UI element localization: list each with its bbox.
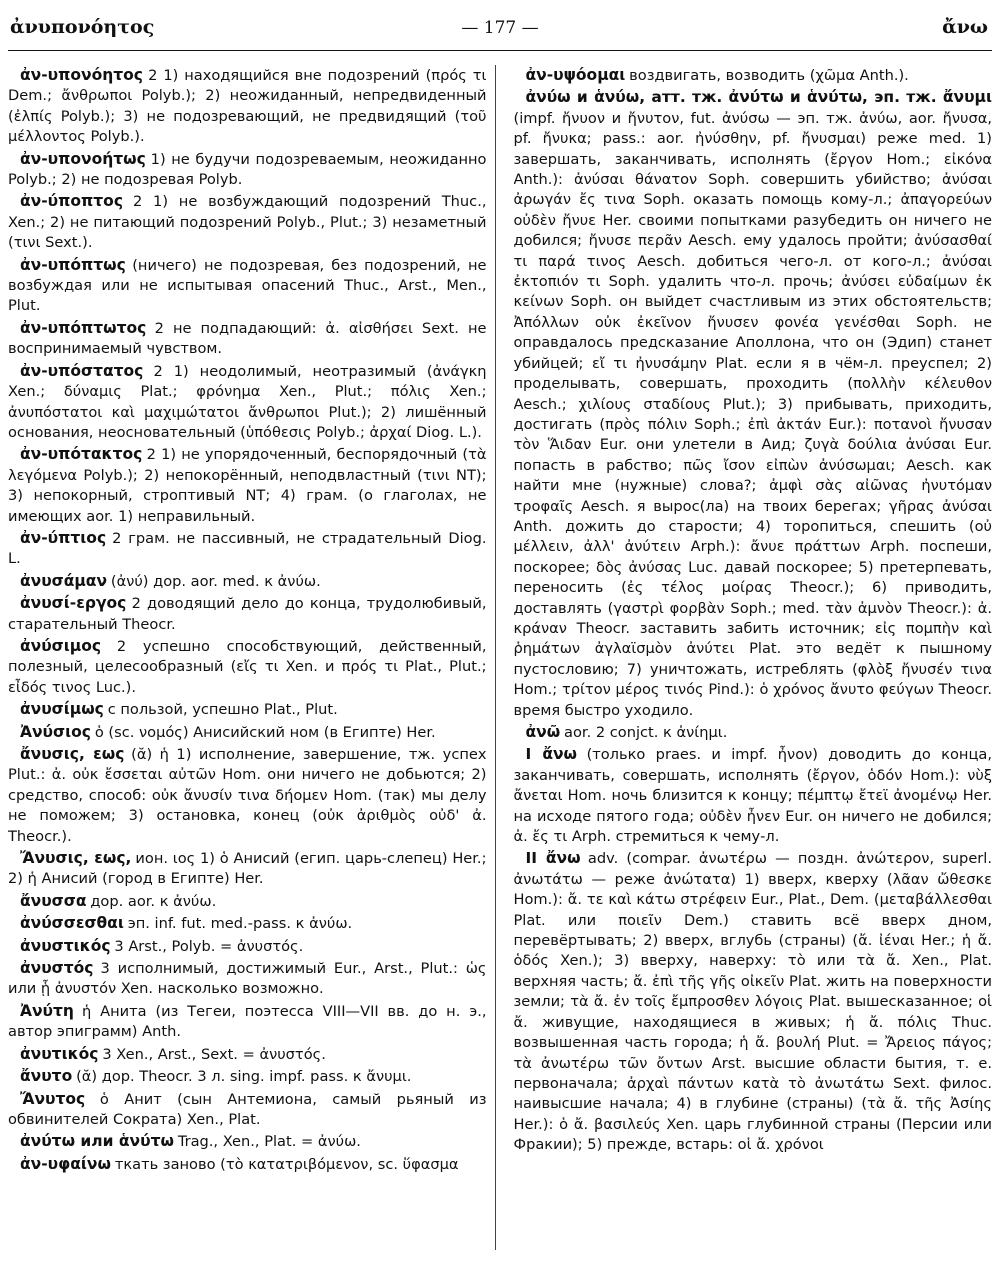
entry-definition: эп. inf. fut. med.-pass. к ἀνύω. [127,915,353,933]
dictionary-entry [514,848,993,1155]
entry-headword: ἀνυστικός [20,936,111,955]
dictionary-entry [8,744,487,847]
entry-definition: ткать заново (τὸ κατατριβόμενον, sc. ὕφασμα [114,1155,459,1173]
entry-headword: ἀν-υπόστατος [20,361,144,380]
dictionary-entry [8,848,487,890]
entry-headword: ἀν-ύπτιος [20,528,107,547]
entry-definition: (ᾰ) дор. Theocr. 3 л. sing. impf. pass. к ἄνυμι. [76,1068,412,1086]
dictionary-entry [8,65,487,148]
entry-headword: ἀν-υπονοήτως [20,149,146,168]
entry-headword: ἄνυσσα [20,891,87,910]
entry-headword: ἀνύσιμος [20,636,102,655]
dictionary-entry [514,65,993,86]
entry-headword: ἀνυσί-εργος [20,594,127,613]
entry-headword: ἀν-υπονόητος [20,66,143,84]
entry-definition: (ᾰ) ἡ 1) исполнение, завершение, тж. успех Plut.: ἀ. οὐκ ἔσσεται αὐτῶν Hom. они ничего не добьются; 2) средство, способ: οὐκ ἄνυσίν τινα δήομεν Hom. (так) мы делу не поможем; 3) остановка, конец (οὐκ ἀριθμὸς οὐδ' ἀ. Theocr.). [8,746,487,845]
running-head [8,10,992,51]
dictionary-entry [8,191,487,253]
entry-headword: ἀνύω и ἁνύω, атт. тж. ἀνύτω и ἁνύτω, эп. тж. ἄνυμι [525,88,992,107]
dictionary-entry [8,361,487,444]
entry-definition: (impf. ἤνυον и ἤνυτον, fut. ἀνύσω — эп. тж. ἀνύω, aor. ἤνυσα, pf. ἤνυκα; pass.: aor. ἠνύσθην, pf. ἤνυσμαι) реже med. 1) завершать, заканчивать, исполнять (ἔργον Hom.; εἰκόνα Anth.): ἀνύσαι θάνατον Soph. совершить убийство; ἀνύσαι ἀρωγάν ἔς τινα Soph. оказать помощь кому-л.; ἀπαγορεύων οὐδὲν ἤνυε Her. своими попытками разубедить он ничего не добился; ἤνυσε περᾶν Aesch. ему удалось пройти; ἀνύσασθαί τι παρά τινος Aesch. добиться чего-л. от кого-л.; ἀνύσαι ἐκτοπιόν τι Soph. удалить что-л. прочь; ἀνύσει εὐδαίμων ἐκ κείνων Soph. он выйдет счастливым из этих обстоятельств; Ἀπόλλων οὐκ ἐκεῖνον ἤνυσεν φονέα γενέσθαι Soph. не оправдалось предсказание Аполлона, что он (Эдип) станет убийцей; εἴ τι ἠνυσάμην Plat. если я в чём-л. преуспел; 2) проделывать, совершать, проходить (πολλὴν κέλευθον Aesch.; χιλίους σταδίους Plut.); 3) прибывать, приходить, достигать (πρὸς πόλιν Soph.; ἐπὶ ἀκτάν Eur.): ποτανοὶ ἤνυσαν τὸν Ἅιδαν Eur. они улетели в Аид; ζυγὰ δούλια ἀνύσαι Eur. попасть в рабство; πῶς ἴσον εἰπὼν ἀνύσωμαι; Aesch. как найти мне (нужные) слова?; ἀμφὶ σὰς αἰῶνας ἠνυτόμαν τροφαῖς Aesch. я вырос(ла) на твоих берегах; γῆρας ἀνύσαι Anth. дожить до старости; 4) торопиться, спешить (οὐ μέλλειν, ἀλλ' ἀνύτειν Arph.): ἄνυε πράττων Arph. поспеши, поскорее; δὸς ἀνύσας Luc. давай поскорее; 5) претерпевать, переносить (ἐς τέλος μοίρας Theocr.); 6) приводить, доставлять (γαστρὶ φορβὰν Soph.; med. τὰν ἀμνὸν Theocr.): ἀ. κράναν Theocr. заставить забить источник; εἰς πομπὴν καὶ ῥημάτων ἀγλαϊσμὸν ἀνύτει Plat. это ведёт к пышному пустословию; 7) уничтожать, истреблять (φλὸξ ἤνυσέν τινα Hom.; τρίτον μέρος τινός Pind.): ὁ χρόνος ἄνυτο φεύγων Theocr. время быстро уходило. [513,109,992,719]
entry-headword: ἀν-υπότακτος [20,445,143,464]
entry-definition: 2 1) не упорядоченный, беспорядочный (τὰ λεγόμενα Polyb.); 2) непокорённый, неподвластный (τινι NT); 3) непокорный, строптивый NT; 4) грам. (о глаголах, не имеющих aor. 1) неправильный. [8,446,487,525]
dictionary-entry [8,318,487,360]
running-head-last-word: ἄνω [942,16,988,38]
entry-headword: ἀνύτω или ἁνύτω [20,1132,174,1151]
entry-definition: (ничего) не подозревая, без подозрений, не возбуждая или не испытывая опасений Thuc., Arst., Men., Plut. [8,256,487,315]
text-columns [8,65,992,1250]
entry-definition: (только praes. и impf. ἦνον) доводить до конца, заканчивать, совершать, исполнять (ἔργον, ὁδόν Hom.): νὺξ ἄνεται Hom. ночь близится к концу; πέμπτῳ ἔτεϊ ἀνομένῳ Her. на исходе пятого года; οὐδὲν ἦνεν Eur. он ничего не добился; ἀ. ἔς τι Arph. стремиться к чему-л. [513,746,992,846]
dictionary-entry [8,149,487,191]
dictionary-entry [514,722,993,743]
entry-headword: ἄνυσις, εως [20,745,125,763]
entry-definition: 2 грам. не пассивный, не страдательный Diog. L. [8,529,487,568]
entry-headword: II ἄνω [525,849,581,868]
dictionary-entry [8,1066,487,1087]
dictionary-entry [8,636,487,698]
entry-definition: 3 Arst., Polyb. = ἀνυστός. [114,937,304,955]
dictionary-entry [8,1044,487,1065]
right-column [514,65,993,1250]
dictionary-entry [8,571,487,592]
entry-headword: I ἄνω [525,745,578,764]
entry-definition: 1) не будучи подозреваемым, неожиданно Polyb.; 2) не подозревая Polyb. [8,150,487,189]
entry-definition: ἡ Анита (из Тегеи, поэтесса VIII—VII вв. до н. э., автор эпиграмм) Anth. [8,1002,487,1041]
entry-definition: 3 Xen., Arst., Sext. = ἀνυστός. [102,1045,326,1063]
entry-definition: aor. 2 conjct. к ἀνίημι. [564,724,728,741]
left-column [8,65,496,1250]
entry-definition: 2 не подпадающий: ἀ. αἰσθήσει Sext. не воспринимаемый чувством. [8,319,487,358]
dictionary-entry [8,444,487,527]
entry-headword: Ἀνύτη [20,1001,74,1020]
entry-headword: ἄνυτο [20,1067,73,1086]
entry-headword: ἀν-ύποπτος [20,192,124,211]
dictionary-entry [8,1154,487,1175]
entry-definition: ὁ (sc. νομός) Анисийский ном (в Египте) Her. [94,723,436,741]
entry-headword: ἀν-υπόπτωτος [20,318,147,337]
dictionary-entry [8,958,487,1000]
dictionary-entry [8,699,487,720]
entry-definition: adv. (compar. ἀνωτέρω — поздн. ἀνώτερον, superl. ἀνωτάτω — реже ἀνώτατα) 1) вверх, кверху (λᾶαν ὤθεσκε Hom.): ἄ. τε καὶ κάτω στρέφειν Eur., Plat., Dem. (μεταβάλλεσθαι Plat. или ποιεῖν Dem.) ставить всё вверх дном, перевёртывать; 2) вверх, вглубь (страны) (ἄ. ἰέναι Her.; ἡ ἄ. ὁδός Xen.); 3) вверху, наверху: τὸ или τὰ ἄ. Xen., Plat. верхняя часть; ἄ. ἐπὶ τῆς γῆς οἰκεῖν Plat. жить на поверхности земли; τὰ ἄ. ἐν τοῖς ἔμπροσθεν λόγοις Plat. вышесказанное; οἱ ἄ. живущие, находящиеся в живых; ἡ ἄ. πόλις Thuc. возвышенная часть города; ἡ ἄ. βουλή Plut. = Ἄρειος πάγος; τὰ ἀνωτέρω τῶν ὄντων Arst. высшие области бытия, т. е. первоначала; ἀρχαὶ πάντων κατὰ τὸ ἀνωτάτω Sext. филос. наивысшие начала; 4) в глубине (страны) (τὰ ἄ. τῆς Ἀσίης Her.): ὁ ἄ. βασιλεύς Xen. царь глубинной страны (Персии или Фракии); 5) прежде, встарь: οἱ ἄ. χρόνοι [513,850,992,1154]
dictionary-entry [8,593,487,635]
dictionary-entry [8,255,487,317]
entry-headword: ἀνυτικός [20,1044,99,1063]
dictionary-entry [8,936,487,957]
entry-definition: (ἀνύ) дор. aor. med. к ἀνύω. [110,572,321,590]
running-head-first-word: ἀνυπονόητος [10,16,155,38]
entry-headword: Ἄνυτος [20,1089,86,1108]
entry-definition: дор. aor. к ἀνύω. [90,892,217,910]
entry-headword: Ἀνύσιος [20,722,91,741]
entry-definition: 2 успешно способствующий, действенный, полезный, целесообразный (εἴς τι Xen. и πρός τι Plat., Plut.; εἶδός τινος Luc.). [8,637,487,696]
dictionary-entry [514,87,993,721]
entry-headword: ἀνυσίμως [20,700,104,719]
dictionary-entry [8,722,487,743]
entry-definition: ὁ Анит (сын Антемиона, самый рьяный из обвинителей Сократа) Xen., Plat. [8,1090,487,1128]
entry-definition: 2 1) неодолимый, неотразимый (ἀνάγκη Xen.; δύναμις Plat.; φρόνημα Xen., Plut.; πόλις Xen.; ἀνυπόστατοι καὶ μαχιμώτατοι ἄνθρωποι Plut.); 2) лишённый основания, неосновательный (ὑπόθεσις Polyb.; ἀρχαί Diog. L.). [8,362,487,441]
entry-headword: ἀνῶ [525,723,561,741]
entry-headword: ἀν-υφαίνω [20,1154,111,1173]
entry-definition: воздвигать, возводить (χῶμα Anth.). [629,67,909,84]
entry-definition: с пользой, успешно Plat., Plut. [107,701,338,719]
entry-headword: ἀνυστός [20,959,94,978]
entry-definition: 2 1) находящийся вне подозрений (πρός τι Dem.; ἄνθρωποι Polyb.); 2) неожиданный, непредвиденный (ἐλπίς Polyb.); 3) не подозревающий, не предвидящий (τοῦ μέλλοντος Polyb.). [8,67,487,146]
dictionary-entry [8,1131,487,1152]
entry-headword: ἀνύσσεσθαι [20,914,124,933]
entry-definition: ион. ιος 1) ὁ Анисий (егип. царь-слепец) Her.; 2) ἡ Анисий (город в Египте) Her. [8,850,487,888]
page-number: — 177 — [461,18,539,38]
entry-headword: ἀν-υπόπτως [20,255,126,274]
entry-definition: 3 исполнимый, достижимый Eur., Arst., Plut.: ὡς или ᾗ ἀνυστόν Xen. насколько возможно. [8,960,487,998]
entry-headword: ἀν-υψόομαι [525,66,626,84]
entry-definition: 2 1) не возбуждающий подозрений Thuc., Xen.; 2) не питающий подозрений Polyb., Plut.; 3) незаметный (τινι Sext.). [8,193,487,252]
dictionary-entry [8,913,487,934]
dictionary-entry [8,891,487,912]
entry-definition: Trag., Xen., Plat. = ἀνύω. [177,1133,361,1151]
entry-definition: 2 доводящий дело до конца, трудолюбивый, старательный Theocr. [8,595,487,633]
dictionary-entry [8,1089,487,1131]
entry-headword: Ἄνυσις, εως, [20,849,132,868]
dictionary-entry [8,1001,487,1043]
dictionary-entry [514,744,993,847]
entry-headword: ἀνυσάμαν [20,571,108,590]
dictionary-entry [8,528,487,570]
